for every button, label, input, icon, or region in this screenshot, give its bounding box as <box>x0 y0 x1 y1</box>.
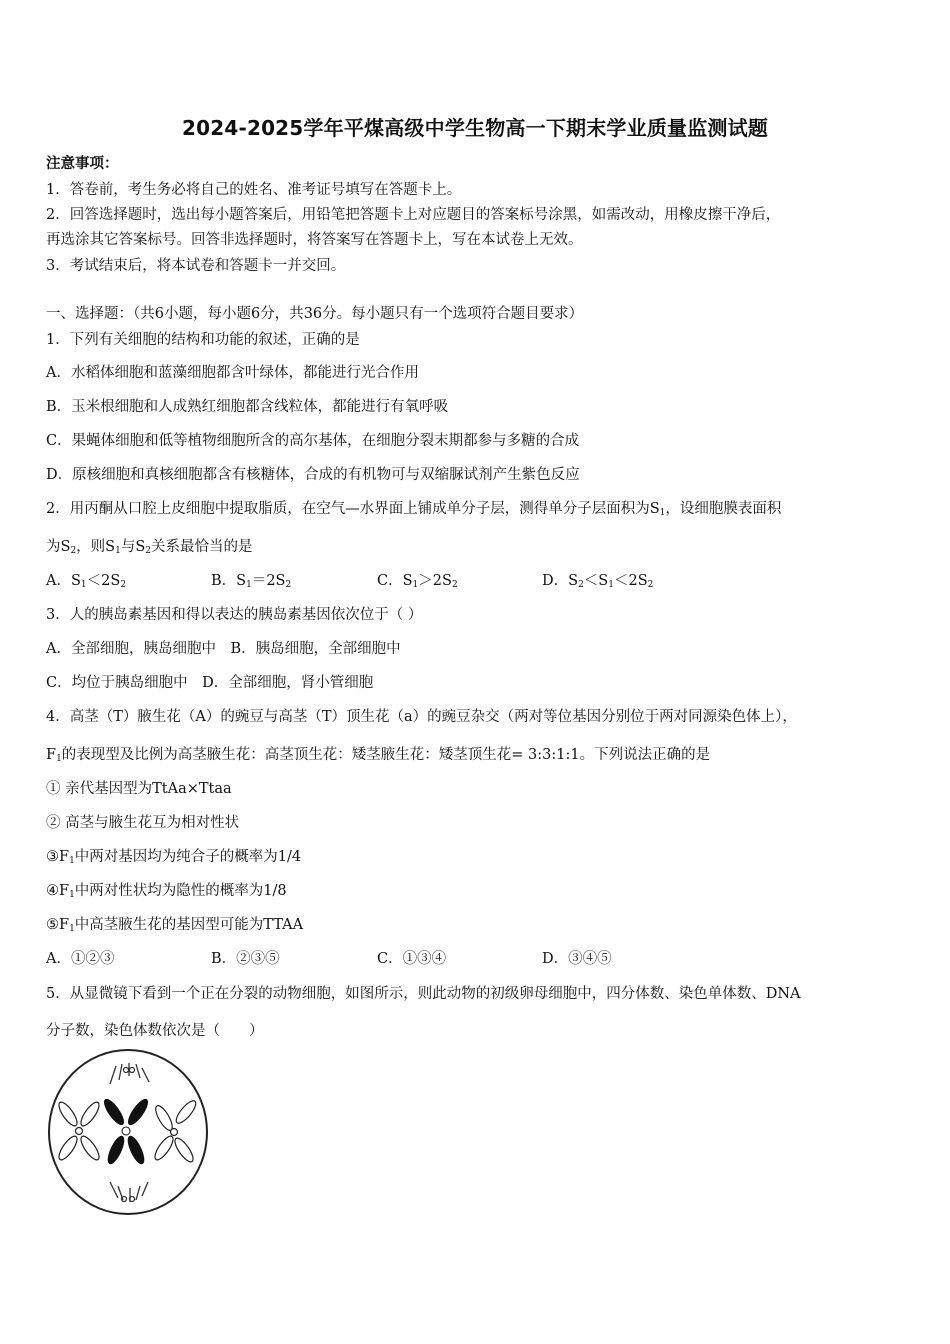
q2-sub: 2 <box>70 546 77 556</box>
q4-sub: 1 <box>56 754 62 764</box>
notice-item: 1．答卷前，考生务必将自己的姓名、准考证号填写在答题卡上。 <box>46 182 462 198</box>
chromosome-right <box>152 1098 199 1164</box>
q2-sub: 2 <box>145 546 152 556</box>
question-2-stem-line2 <box>46 535 253 556</box>
question-4-options <box>46 947 746 967</box>
section-heading: 一、选择题：（共6小题，每小题6分，共36分。每小题只有一个选项符合题目要求） <box>46 306 584 322</box>
question-1-stem: 1．下列有关细胞的结构和功能的叙述，正确的是 <box>46 332 360 348</box>
notice-item: 3．考试结束后，将本试卷和答题卡一并交回。 <box>46 258 346 274</box>
question-4-statement-2: ② 高茎与腋生花互为相对性状 <box>46 815 240 831</box>
q2-text: 关系最恰当的是 <box>151 539 253 555</box>
question-2-stem-line1 <box>46 497 781 518</box>
question-1-option-c: C．果蝇体细胞和低等植物细胞所含的高尔基体，在细胞分裂末期都参与多糖的合成 <box>46 433 580 449</box>
question-3-options-ab: A．全部细胞，胰岛细胞中 B．胰岛细胞，全部细胞中 <box>46 641 401 657</box>
question-1-option-d: D．原核细胞和真核细胞都含有核糖体，合成的有机物可与双缩脲试剂产生紫色反应 <box>46 467 580 483</box>
q2-sub: 1 <box>115 546 121 556</box>
chromosome-middle <box>101 1097 150 1166</box>
question-2-option-a: A．$S_1<2S_2$ <box>46 573 127 590</box>
question-4-stem-line1: 4．高茎（T）腋生花（A）的豌豆与高茎（T）顶生花（a）的豌豆杂交（两对等位基因分别位于两对同源染色体上）， <box>46 709 797 725</box>
q4-text: 的表现型及比例为高茎腋生花：高茎顶生花：矮茎腋生花：矮茎顶生花= 3:3:1:1。下列说法正确的是 <box>61 747 711 763</box>
question-4-option-d: D．③④⑤ <box>542 951 612 967</box>
question-2-option-c: C．$S_1>2S_2$ <box>377 573 458 590</box>
question-4-statement-5: $⑤F_1$中高茎腋生花的基因型可能为TTAA <box>46 917 304 934</box>
q2-text: 为S <box>46 539 71 555</box>
question-1-option-b: B．玉米根细胞和人成熟红细胞都含线粒体，都能进行有氧呼吸 <box>46 399 449 415</box>
question-4-statement-4: $④F_1$中两对性状均为隐性的概率为1/8 <box>46 883 287 900</box>
question-4-statement-3: $③F_1$中两对基因均为纯合子的概率为1/4 <box>46 849 302 866</box>
question-4-option-a: A．①②③ <box>46 951 115 967</box>
question-2-option-d: D．$S_2<S_1<2S_2$ <box>542 573 654 590</box>
q4-text: F <box>46 747 57 763</box>
q2-text: 与S <box>120 539 146 555</box>
notice-heading: 注意事项： <box>46 155 119 172</box>
question-4-stem-line2 <box>46 743 710 764</box>
spindle-pole-top <box>110 1063 149 1084</box>
question-4-option-c: C．①③④ <box>377 951 447 967</box>
chromosome-left <box>56 1100 102 1163</box>
q2-text: ，设细胞膜表面积 <box>665 501 782 517</box>
cell-division-figure <box>46 1046 210 1216</box>
question-3-options-cd: C．均位于胰岛细胞中 D．全部细胞，肾小管细胞 <box>46 675 374 691</box>
question-4-option-b: B．②③⑤ <box>211 951 280 967</box>
question-2-option-b: B．$S_1=2S_2$ <box>211 573 292 590</box>
question-1-option-a: A．水稻体细胞和蓝藻细胞都含叶绿体，都能进行光合作用 <box>46 365 419 381</box>
question-4-statement-1: ① 亲代基因型为TtAa×Ttaa <box>46 781 232 797</box>
page-title: 2024-2025学年平煤高级中学生物高一下期末学业质量监测试题 <box>181 116 769 140</box>
notice-item: 再选涂其它答案标号。回答非选择题时，将答案写在答题卡上，写在本试卷上无效。 <box>46 232 583 248</box>
question-2-options <box>46 569 746 589</box>
question-5-stem-line2: 分子数，染色体数依次是（ ） <box>46 1023 264 1039</box>
q2-sub: 1 <box>659 508 666 518</box>
question-5-stem-line1: 5．从显微镜下看到一个正在分裂的动物细胞，如图所示，则此动物的初级卵母细胞中，四分体数、染色单体数、DNA <box>46 986 801 1002</box>
notice-item: 2．回答选择题时，选出每小题答案后，用铅笔把答题卡上对应题目的答案标号涂黑，如需改动，用橡皮擦干净后， <box>46 207 781 223</box>
spindle-pole-bottom <box>110 1182 148 1202</box>
q2-text: 2．用丙酮从口腔上皮细胞中提取脂质，在空气—水界面上铺成单分子层，测得单分子层面积为S <box>46 501 660 517</box>
question-3-stem: 3．人的胰岛素基因和得以表达的胰岛素基因依次位于（ ） <box>46 607 423 623</box>
q2-text: ，则S <box>76 539 116 555</box>
